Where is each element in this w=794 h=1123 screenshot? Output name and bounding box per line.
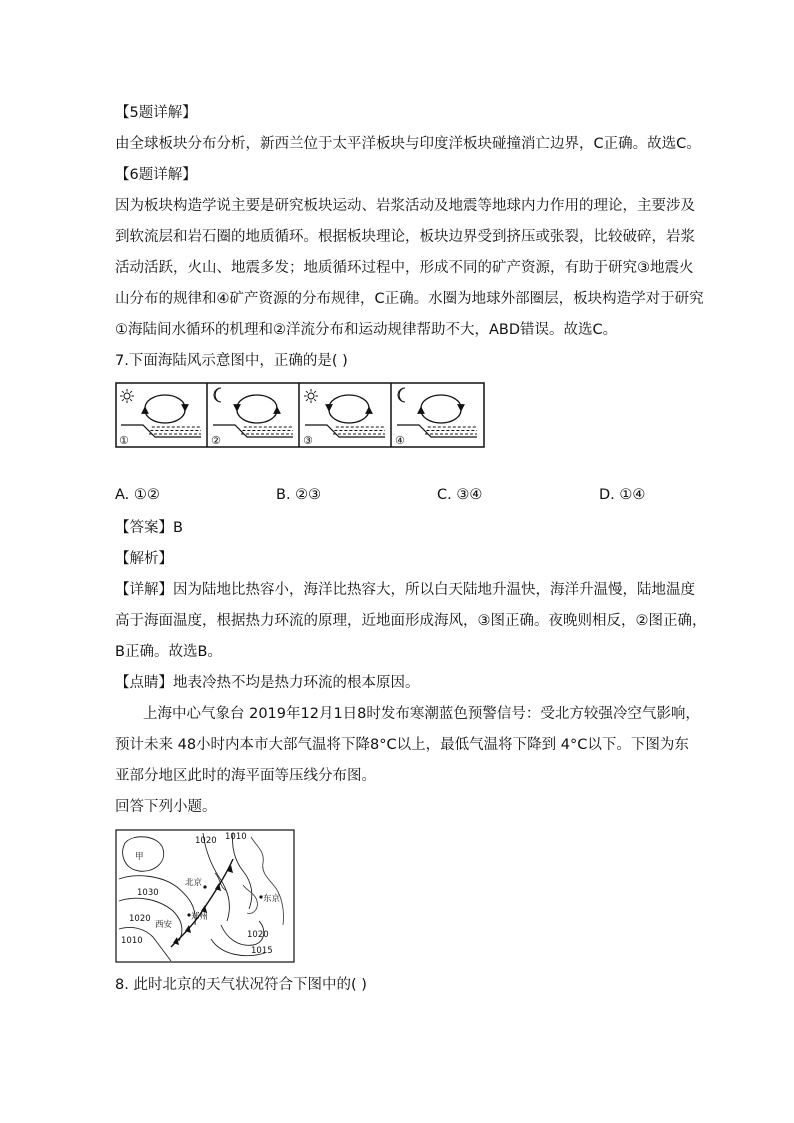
sea — [241, 427, 293, 434]
panel-3 — [303, 389, 385, 447]
panel-label: ① — [119, 434, 129, 447]
panel-1 — [119, 389, 201, 447]
q7-detail-line: 高于海面温度，根据热力环流的原理，近地面形成海风，③图正确。夜晚则相反，②图正确， — [115, 613, 707, 629]
q7-stem: 7.下面海陆风示意图中，正确的是( ) — [115, 353, 348, 369]
option-a: A. ①② — [115, 487, 160, 503]
map-label: 1010 — [225, 832, 247, 842]
circulation-arrows — [237, 395, 277, 423]
intro-line: 亚部分地区此时的海平面等压线分布图。 — [115, 768, 376, 784]
q7-answer: 【答案】B — [115, 520, 183, 536]
circulation-arrows — [145, 395, 185, 423]
sea — [425, 427, 477, 434]
option-d: D. ①④ — [599, 487, 646, 503]
sea — [149, 427, 201, 434]
city-dot — [259, 895, 262, 898]
q7-tip: 【点睛】地表冷热不均是热力环流的根本原因。 — [115, 675, 420, 691]
q7-detail-line: 【详解】因为陆地比热容小，海洋比热容大，所以白天陆地升温快，海洋升温慢，陆地温度 — [115, 582, 695, 598]
panel-label: ③ — [303, 434, 313, 447]
map-label: 东京 — [263, 894, 281, 904]
panel-4 — [395, 388, 477, 447]
option-b: B. ②③ — [276, 487, 322, 503]
city-dot — [203, 885, 206, 888]
map-label: 甲 — [135, 852, 144, 862]
sun-icon — [120, 389, 134, 403]
sec6-line: ①海陆间水循环的机理和②洋流分布和运动规律帮助不大，ABD错误。故选C。 — [115, 322, 618, 338]
q7-analysis-heading: 【解析】 — [115, 551, 173, 567]
sec6-heading: 【6题详解】 — [115, 167, 197, 183]
option-c: C. ③④ — [437, 487, 483, 503]
map-label: 郑州 — [191, 912, 209, 922]
sea-land-breeze-figure — [115, 382, 485, 448]
intro-line: 上海中心气象台 2019年12月1日8时发布寒潮蓝色预警信号：受北方较强冷空气影响， — [143, 706, 700, 722]
intro-prompt: 回答下列小题。 — [115, 799, 217, 815]
map-label: 1020 — [195, 836, 217, 846]
map-label: 1015 — [251, 946, 273, 956]
map-label: 北京 — [185, 878, 203, 888]
sec6-line: 到软流层和岩石圈的地质循环。根据板块理论，板块边界受到挤压或张裂，比较破碎，岩浆 — [115, 229, 695, 245]
panel-2 — [211, 388, 293, 447]
isobar-map — [115, 829, 295, 963]
panel-label: ② — [211, 434, 221, 447]
sun-icon — [304, 389, 318, 403]
map-label: 1030 — [137, 888, 159, 898]
circulation-arrows — [329, 395, 369, 423]
map-label: 1020 — [129, 914, 151, 924]
circulation-arrows — [421, 395, 461, 423]
sec5-heading: 【5题详解】 — [115, 105, 197, 121]
sea — [333, 427, 385, 434]
intro-line: 预计未来 48小时内本市大部气温将下降8°C以上，最低气温将下降到 4°C以下。下图为东 — [115, 737, 689, 753]
sec6-line: 因为板块构造学说主要是研究板块运动、岩浆活动及地震等地球内力作用的理论，主要涉及 — [115, 198, 695, 214]
map-label: 1010 — [121, 936, 143, 946]
map-label: 1020 — [247, 930, 269, 940]
sec6-line: 活动活跃，火山、地震多发；地质循环过程中，形成不同的矿产资源，有助于研究③地震火 — [115, 260, 694, 276]
city-dot — [187, 913, 190, 916]
panel-label: ④ — [395, 434, 405, 447]
moon-icon — [398, 388, 405, 402]
q7-detail-line: B正确。故选B。 — [115, 644, 222, 660]
q8-stem: 8. 此时北京的天气状况符合下图中的( ) — [115, 977, 367, 993]
sec6-line: 山分布的规律和④矿产资源的分布规律，C正确。水圈为地球外部圈层，板块构造学对于研究 — [115, 291, 704, 307]
sec5-body: 由全球板块分布分析，新西兰位于太平洋板块与印度洋板块碰撞消亡边界，C正确。故选C。 — [115, 136, 701, 152]
moon-icon — [214, 388, 221, 402]
map-label: 西安 — [155, 920, 173, 930]
